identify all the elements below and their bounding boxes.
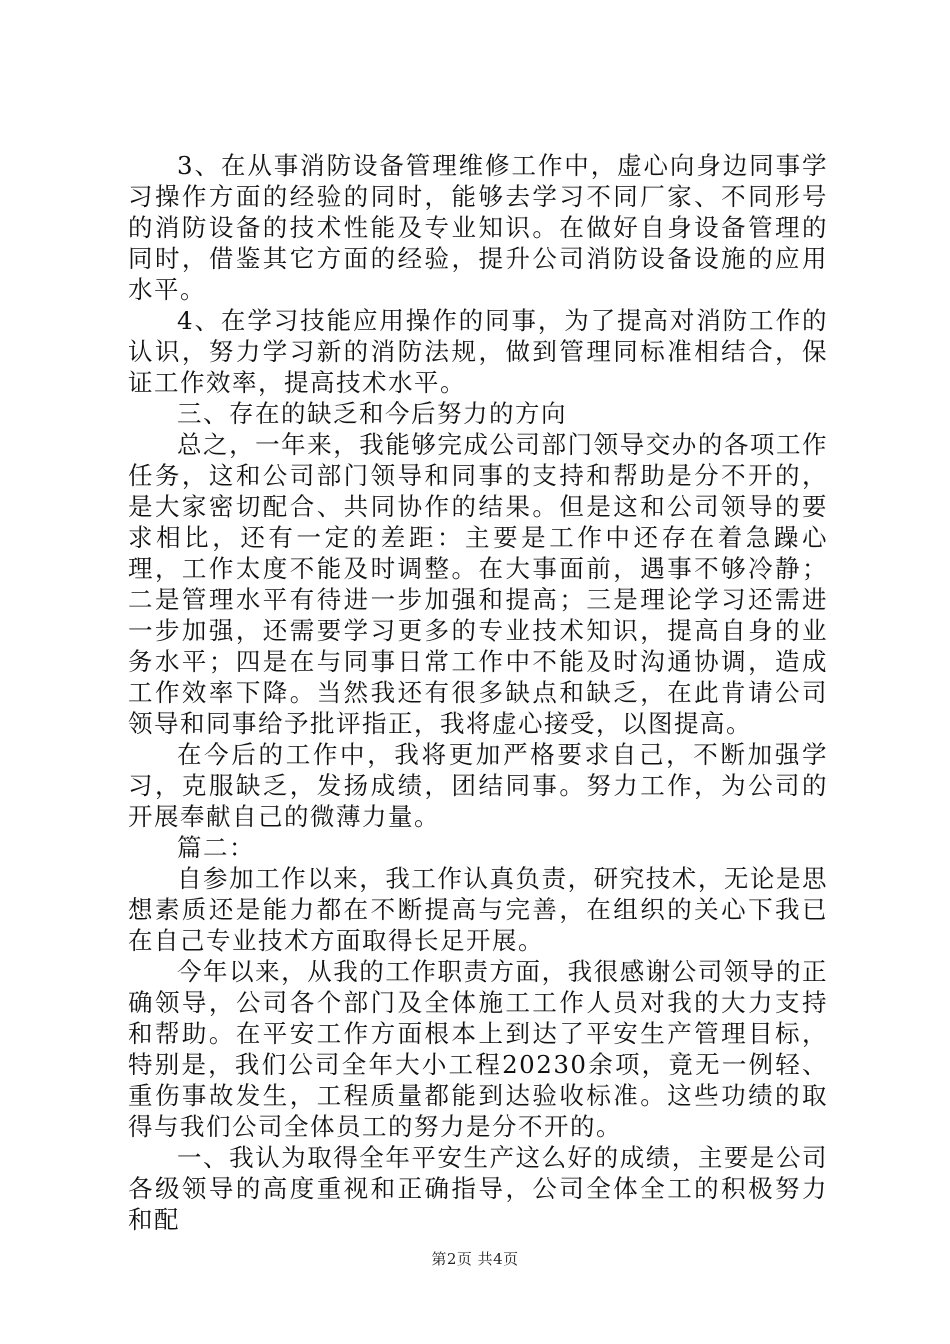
- paragraph-item-3: 3、在从事消防设备管理维修工作中，虚心向身边同事学习操作方面的经验的同时，能够去学习不同厂家、不同形号的消防设备的技术性能及专业知识。在做好自身设备管理的同时，借鉴其它方面的经验，提升公司消防设备设施的应用水平。: [128, 151, 828, 304]
- section-heading-3: 三、存在的缺乏和今后努力的方向: [177, 399, 567, 428]
- paragraph-point-1: 一、我认为取得全年平安生产这么好的成绩，主要是公司各级领导的高度重视和正确指导，公司全体全工的积极努力和配: [128, 1143, 828, 1234]
- paragraph-this-year: 今年以来，从我的工作职责方面，我很感谢公司领导的正确领导，公司各个部门及全体施工工作人员对我的大力支持和帮助。在平安工作方面根本上到达了平安生产管理目标，特别是，我们公司全年大小工程20230余项，竟无一例轻、重伤事故发生，工程质量都能到达验收标准。这些功绩的取得与我们公司全体员工的努力是分不开的。: [128, 957, 828, 1141]
- page-footer: 第2页 共4页: [431, 1250, 519, 1268]
- paragraph-item-4: 4、在学习技能应用操作的同事，为了提高对消防工作的认识，努力学习新的消防法规，做到管理同标准相结合，保证工作效率，提高技术水平。: [128, 306, 828, 397]
- paragraph-future: 在今后的工作中，我将更加严格要求自己，不断加强学习，克服缺乏，发扬成绩，团结同事。努力工作，为公司的开展奉献自己的微薄力量。: [128, 740, 828, 831]
- paragraph-intro: 自参加工作以来，我工作认真负责，研究技术，无论是思想素质还是能力都在不断提高与完善，在组织的关心下我已在自己专业技术方面取得长足开展。: [128, 864, 828, 955]
- document-body: [128, 150, 828, 1235]
- paragraph-summary: 总之，一年来，我能够完成公司部门领导交办的各项工作任务，这和公司部门领导和同事的支持和帮助是分不开的，是大家密切配合、共同协作的结果。但是这和公司领导的要求相比，还有一定的差距：主要是工作中还存在着急躁心理，工作太度不能及时调整。在大事面前，遇事不够冷静；二是管理水平有待进一步加强和提高；三是理论学习还需进一步加强，还需要学习更多的专业技术知识，提高自身的业务水平；四是在与同事日常工作中不能及时沟通协调，造成工作效率下降。当然我还有很多缺点和缺乏，在此肯请公司领导和同事给予批评指正，我将虚心接受，以图提高。: [128, 430, 828, 738]
- article-heading-2: 篇二：: [177, 833, 255, 862]
